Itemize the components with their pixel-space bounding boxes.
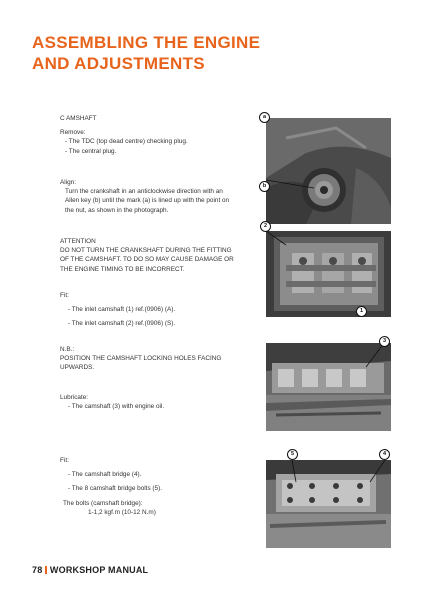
- fit2-section: [60, 456, 162, 517]
- photo-inlet-camshafts: [266, 231, 391, 317]
- camshaft-photo-graphic: [266, 231, 391, 317]
- align-label: Align:: [60, 179, 76, 186]
- page-title: [32, 32, 260, 74]
- attention-line: OF THE CAMSHAFT. TO DO SO MAY CAUSE DAMAGE OR: [60, 256, 234, 264]
- lubrication-photo-graphic: [266, 343, 391, 431]
- align-section: [60, 178, 229, 215]
- callout-5: 5: [287, 449, 298, 460]
- lubricate-label: Lubricate:: [60, 394, 89, 401]
- camshaft-section: [60, 114, 188, 156]
- callout-b: b: [259, 181, 270, 192]
- lubricate-item: - The camshaft (3) with engine oil.: [68, 403, 165, 411]
- lubricate-section: [60, 393, 164, 411]
- fit2-label: Fit:: [60, 457, 69, 464]
- fit1-item: - The inlet camshaft (1) ref.(0906) (A).: [68, 306, 176, 314]
- callout-a: a: [259, 112, 270, 123]
- callout-4: 4: [379, 449, 390, 460]
- bolts-torque: 1-1,2 kgf.m (10-12 N.m): [88, 508, 156, 516]
- fit1-item: - The inlet camshaft (2) ref.(0906) (S).: [68, 320, 176, 328]
- photo-camshaft-lubrication: [266, 343, 391, 431]
- callout-3: 3: [379, 336, 390, 347]
- attention-section: [60, 237, 234, 274]
- remove-label: Remove:: [60, 129, 86, 137]
- page-footer: [32, 565, 148, 575]
- bridge-photo-graphic: [266, 460, 391, 548]
- nb-line: UPWARDS.: [60, 364, 95, 372]
- fit1-label: Fit:: [60, 292, 69, 299]
- attention-line: THE ENGINE TIMING TO BE INCORRECT.: [60, 265, 185, 273]
- align-line: Allen key (b) until the mark (a) is lined up with the point on: [65, 197, 230, 205]
- page-number: 78: [32, 565, 43, 575]
- attention-line: DO NOT TURN THE CRANKSHAFT DURING THE FITTING: [60, 247, 232, 255]
- crankshaft-photo-graphic: [266, 118, 391, 224]
- bolts-line: The bolts (camshaft bridge):: [63, 499, 143, 507]
- photo-crankshaft-alignment: [266, 118, 391, 224]
- attention-line: ATTENTION: [60, 238, 96, 245]
- nb-line: N.B.:: [60, 346, 75, 353]
- page-title-line-2: AND ADJUSTMENTS: [32, 54, 205, 73]
- remove-item: - The TDC (top dead centre) checking plug.: [65, 138, 188, 146]
- photo-camshaft-bridge: [266, 460, 391, 548]
- callout-2: 2: [260, 221, 271, 232]
- page-title-line-1: ASSEMBLING THE ENGINE: [32, 33, 261, 52]
- align-line: Turn the crankshaft in an anticlockwise direction with an: [65, 188, 223, 196]
- footer-label: WORKSHOP MANUAL: [49, 565, 149, 575]
- align-line: the nut, as shown in the photograph.: [65, 206, 169, 214]
- callout-1: 1: [356, 306, 367, 317]
- nb-section: [60, 345, 221, 373]
- fit2-item: - The camshaft bridge (4).: [68, 471, 142, 479]
- camshaft-heading: C AMSHAFT: [60, 115, 97, 122]
- nb-line: POSITION THE CAMSHAFT LOCKING HOLES FACING: [60, 355, 222, 363]
- remove-item: - The central plug.: [65, 147, 117, 155]
- footer-divider: [45, 566, 47, 574]
- fit1-section: [60, 291, 175, 329]
- fit2-item: - The 8 camshaft bridge bolts (5).: [68, 485, 163, 493]
